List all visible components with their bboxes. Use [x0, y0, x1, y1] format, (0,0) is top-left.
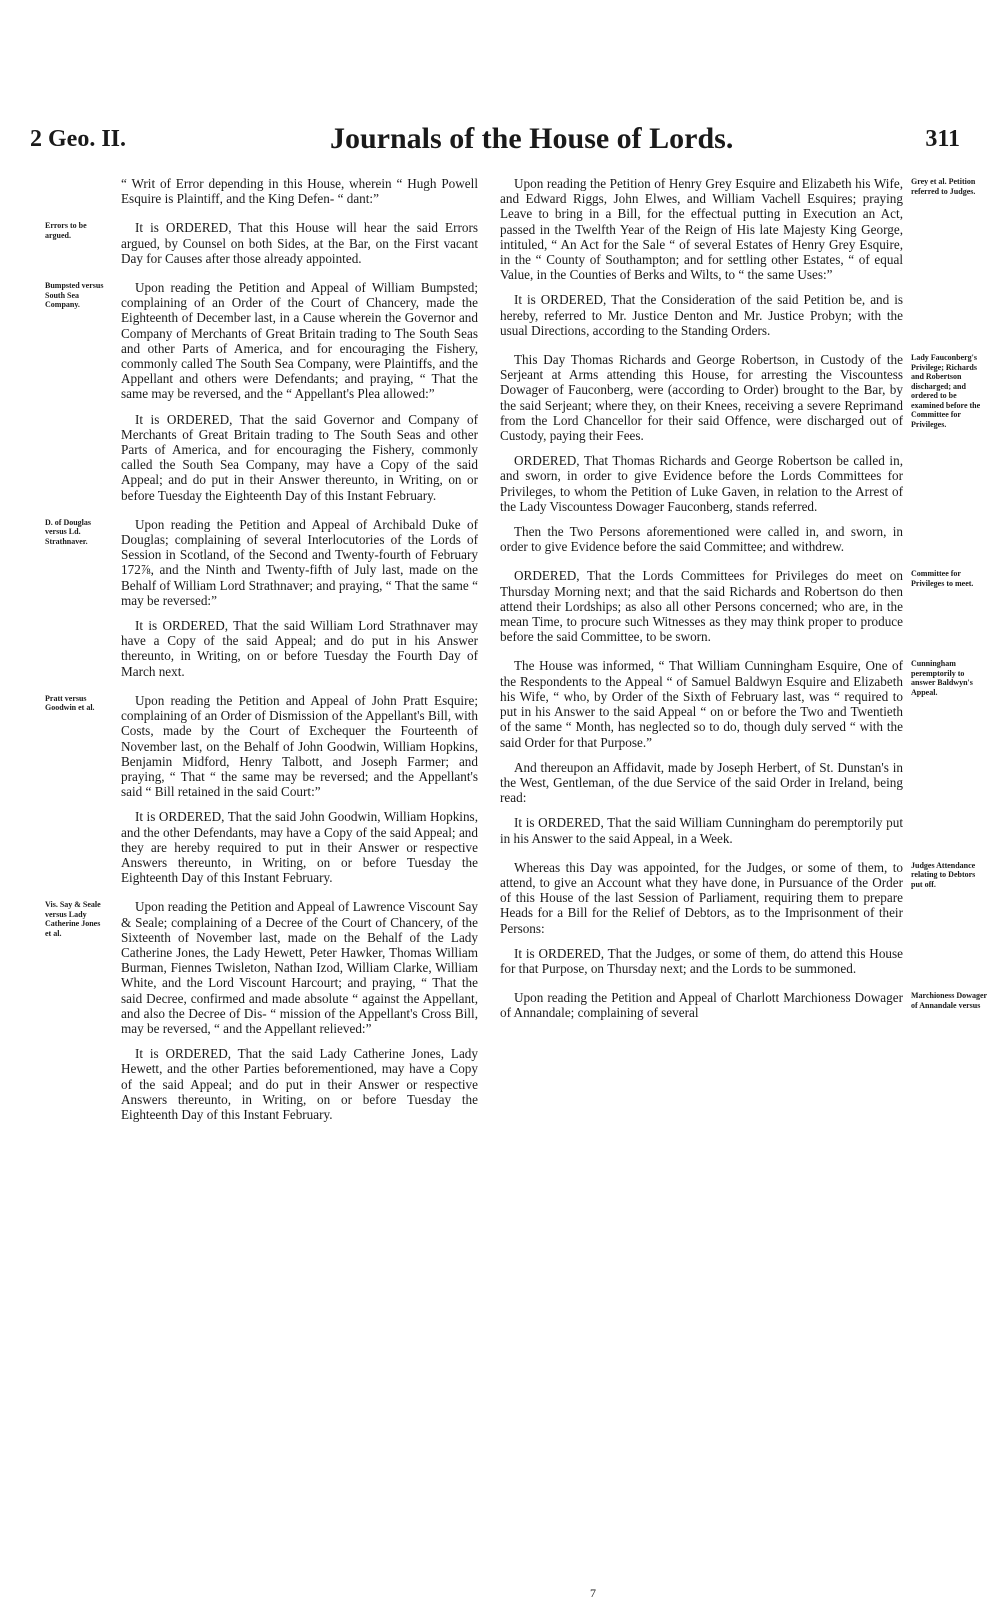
- paragraph: ORDERED, That Thomas Richards and George Robertson be called in, and sworn, in order to give Evidence before the Lords Committees for Privileges, to whom the Petition of Luke Gaven, in relation to the Arrest of the Lady Viscountess Dowager Fauconberg, stands referred.: [500, 453, 903, 514]
- paragraph: Whereas this Day was appointed, for the Judges, or some of them, to attend, to give an Account what they have done, in Pursuance of the Order of this House of the last Session of Parliament, requiring them to prepare Heads for a Bill for the Relief of Debtors, as to the Imprisonment of their Persons:: [500, 859, 903, 936]
- paragraph: Upon reading the Petition and Appeal of Archibald Duke of Douglas; complaining of several Interlocutories of the Lords of Session in Scotland, of the Second and Twenty-fourth of February 172⅞, and the Ninth and Twenty-fifth of July last, made on the Behalf of William Lord Strathnaver; and praying, “ That the same “ may be reversed:”: [121, 516, 478, 608]
- paragraph: It is ORDERED, That the Consideration of the said Petition be, and is hereby, referred to Mr. Justice Denton and Mr. Justice Probyn; with the usual Directions, according to the Standing Orders.: [500, 292, 903, 338]
- paragraph: And thereupon an Affidavit, made by Joseph Herbert, of St. Dunstan's in the West, Gentleman, of the due Service of the said Order in Ireland, being read:: [500, 759, 903, 806]
- paragraph: Upon reading the Petition of Henry Grey Esquire and Elizabeth his Wife, and Edward Riggs, John Elwes, and William Vachell Esquires; praying Leave to bring in a Bill, for the effectual putting in Execution an Act, passed in the Twelfth Year of the Reign of His late Majesty King George, intituled, “ An Act for the Sale “ of several Estates of Henry Grey Esquire, in the “ County of Southampton; and for settling other Estates, “ of equal Value, in the Counties of Berks and Wilts, to “ the same Uses:”: [500, 176, 903, 283]
- margin-note: Marchioness Dowager of Annandale versus: [911, 991, 987, 1010]
- margin-note: Judges Attendance relating to Debtors put off.: [911, 860, 976, 889]
- entry-judges: [500, 859, 976, 976]
- paragraph: Upon reading the Petition and Appeal of William Bumpsted; complaining of an Order of the Court of Chancery, made the Eighteenth of December last, in a Cause wherein the Governor and Company of Merchants of Great Britain trading to The South Seas and other Parts of America, and for encouraging the Fishery, commonly called The South Sea Company, were Plaintiffs, and the Appellant and others were Defendants; and praying, “ That the same may be reversed, and the “ Appellant's Plea allowed:”: [121, 280, 478, 402]
- left-column: [45, 176, 478, 1136]
- entry-annandale: [500, 990, 987, 1021]
- journal-title: Journals of the House of Lords.: [330, 122, 734, 155]
- entry-errors-argued: [45, 220, 478, 266]
- page-header: [30, 122, 960, 166]
- paragraph: “ Writ of Error depending in this House, wherein “ Hugh Powell Esquire is Plaintiff, and the King Defen- “ dant:”: [121, 176, 478, 207]
- paragraph: Then the Two Persons aforementioned were called in, and sworn, in order to give Evidence before the said Committee; and withdrew.: [500, 524, 903, 555]
- margin-note: Committee for Privileges to meet.: [911, 569, 974, 588]
- signature-mark: 7: [590, 1586, 596, 1600]
- entry-pratt: [45, 692, 478, 886]
- paragraph: It is ORDERED, That the Judges, or some of them, do attend this House for that Purpose, on Thursday next; and the Lords to be summoned.: [500, 945, 903, 976]
- entry-fauconberg: [500, 352, 981, 555]
- entry-privileges: [500, 568, 974, 645]
- entry-say-seale: [45, 899, 478, 1122]
- paragraph: Upon reading the Petition and Appeal of John Pratt Esquire; complaining of an Order of Dismission of the Appellant's Bill, with Costs, made by the Court of Exchequer the Fourteenth of November last, on the Behalf of John Goodwin, William Hopkins, Benjamin Midford, Henry Talbott, and Joseph Farmer; and praying, “ That “ the same may be reversed; and the Appellant's said “ Bill retained in the said Court:”: [121, 692, 478, 800]
- margin-note: Errors to be argued.: [45, 221, 87, 240]
- paragraph: Upon reading the Petition and Appeal of Lawrence Viscount Say & Seale; complaining of a Decree of the Court of Chancery, of the Sixteenth of November last, made on the Behalf of the Lady Catherine Jones, the Lady Hewett, Peter Hawker, Thomas William Burman, Fiennes Twisleton, Nathan Izod, William Clarke, William White, and the Lord Viscount Harcourt; and praying, “ That the said Decree, confirmed and made absolute “ against the Appellant, and also the Decree of Dis- “ mission of the Appellant's Cross Bill, may be reversed, “ and the Appellant relieved:”: [121, 899, 478, 1036]
- paragraph: The House was informed, “ That William Cunningham Esquire, One of the Respondents to the Appeal “ of Samuel Baldwyn Esquire and Elizabeth his Wife, “ who, by Order of the Sixth of February last, was “ required to put in his Answer to the said Appeal “ on or before the Two and Twentieth of the same “ Month, has neglected so to do, though duly served “ with the said Order for that Purpose.”: [500, 658, 903, 750]
- paragraph: This Day Thomas Richards and George Robertson, in Custody of the Serjeant at Arms attending this House, for arresting the Viscountess Dowager of Fauconberg, were (according to Order) brought to the Bar, by the said Serjeant; where they, on their Knees, receiving a severe Reprimand from the Lord Chancellor for their said Offence, were discharged out of Custody, paying their Fees.: [500, 352, 903, 444]
- paragraph: ORDERED, That the Lords Committees for Privileges do meet on Thursday Morning next; and that the said Richards and Robertson do then attend their Lordships; as also all other Persons concerned; who are, in the mean Time, to procure such Witnesses as they may think proper to produce before the said Committee, to be sworn.: [500, 568, 903, 645]
- entry-grey: [500, 176, 976, 338]
- paragraph: It is ORDERED, That the said William Lord Strathnaver may have a Copy of the said Appeal; and do put in his Answer thereunto, in Writing, on or before Tuesday the Fourth Day of March next.: [121, 618, 478, 679]
- paragraph: It is ORDERED, That this House will hear the said Errors argued, by Counsel on both Sides, at the Bar, on the First vacant Day for Causes after those already appointed.: [121, 220, 478, 266]
- margin-note: Pratt versus Goodwin et al.: [45, 693, 95, 713]
- paragraph: It is ORDERED, That the said Governor and Company of Merchants of Great Britain trading to The South Seas and other Parts of America, and for encouraging the Fishery, commonly called the South Sea Company, may have a Copy of the said Appeal; and do put in their Answer thereunto, in Writing, on or before Tuesday the Eighteenth Day of this Instant February.: [121, 411, 478, 503]
- entry-writ-of-error: [121, 176, 478, 206]
- margin-note: Vis. Say & Seale versus Lady Catherine Jones et al.: [45, 900, 101, 938]
- margin-note: D. of Douglas versus Ld. Strathnaver.: [45, 517, 92, 546]
- right-column: [500, 176, 987, 1035]
- paragraph: It is ORDERED, That the said John Goodwin, William Hopkins, and the other Defendants, may have a Copy of the said Appeal; and they are hereby required to put in their Answer or respective Answers thereunto, in Writing, on or before Tuesday the Eighteenth Day of this Instant February.: [121, 809, 478, 886]
- regnal-year: 2 Geo. II.: [30, 126, 126, 152]
- paragraph: It is ORDERED, That the said Lady Catherine Jones, Lady Hewett, and the other Parties beforementioned, may have a Copy of the said Appeal; and do put in their Answer or respective Answers thereunto, in Writing, on or before Tuesday the Eighteenth Day of this Instant February.: [121, 1046, 478, 1122]
- entry-cunningham: [500, 658, 973, 846]
- entry-douglas: [45, 516, 478, 679]
- paragraph: It is ORDERED, That the said William Cunningham do peremptorily put in his Answer to the said Appeal, in a Week.: [500, 815, 903, 846]
- margin-note: Cunningham peremptorily to answer Baldwyn's Appeal.: [911, 659, 973, 697]
- paragraph: Upon reading the Petition and Appeal of Charlott Marchioness Dowager of Annandale; complaining of several: [500, 990, 903, 1021]
- margin-note: Bumpsted versus South Sea Company.: [45, 281, 104, 310]
- margin-note: Grey et al. Petition referred to Judges.: [911, 177, 976, 196]
- page-number: 311: [925, 126, 960, 152]
- entry-bumpsted: [45, 280, 478, 503]
- margin-note: Lady Fauconberg's Privilege; Richards and Robertson discharged; and ordered to be examined before the Committee for Privileges.: [911, 353, 981, 429]
